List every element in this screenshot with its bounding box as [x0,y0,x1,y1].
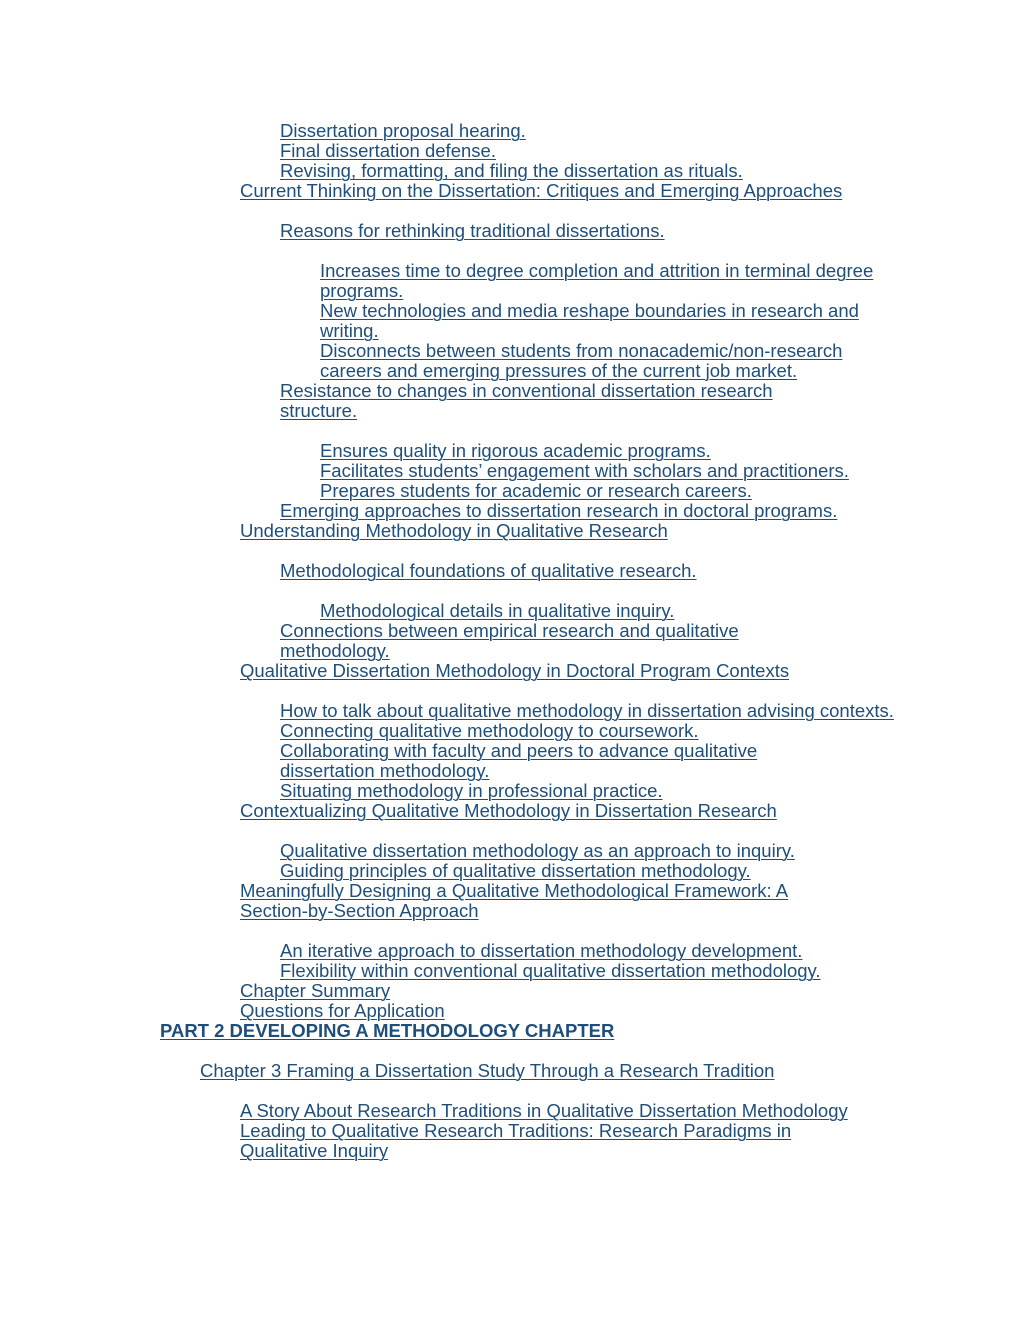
toc-chapter-link[interactable]: Chapter 3 Framing a Dissertation Study Through a Research Tradition [200,1060,775,1081]
toc-section-link[interactable]: Chapter Summary [240,980,391,1001]
toc-link[interactable]: Prepares students for academic or research careers. [320,480,752,501]
toc-section-link[interactable]: Current Thinking on the Dissertation: Critiques and Emerging Approaches [240,180,843,201]
toc-link[interactable]: Resistance to changes in conventional dissertation research structure. [280,380,773,421]
spacer [0,241,1020,261]
toc-link[interactable]: Methodological details in qualitative inquiry. [320,600,675,621]
spacer [0,921,1020,941]
toc-link[interactable]: How to talk about qualitative methodology in dissertation advising contexts. [280,700,894,721]
toc-link[interactable]: Connecting qualitative methodology to coursework. [280,720,699,741]
toc-link[interactable]: Ensures quality in rigorous academic programs. [320,440,711,461]
toc-link[interactable]: Reasons for rethinking traditional dissertations. [280,220,665,241]
toc-section-link[interactable]: Qualitative Dissertation Methodology in Doctoral Program Contexts [240,660,790,681]
toc-link[interactable]: Situating methodology in professional practice. [280,780,663,801]
spacer [0,1081,1020,1101]
toc-link[interactable]: Emerging approaches to dissertation research in doctoral programs. [280,500,838,521]
toc-section-link[interactable]: A Story About Research Traditions in Qualitative Dissertation Methodology [240,1100,848,1121]
toc-section-link[interactable]: Contextualizing Qualitative Methodology in Dissertation Research [240,800,777,821]
spacer [0,421,1020,441]
spacer [0,821,1020,841]
table-of-contents [0,121,1020,1161]
toc-section-link[interactable]: Meaningfully Designing a Qualitative Methodological Framework: A Section-by-Section Approach [240,880,789,921]
toc-link[interactable]: New technologies and media reshape boundaries in research and writing. [320,300,859,341]
toc-link[interactable]: Disconnects between students from nonacademic/non-research careers and emerging pressures of the current job market. [320,340,843,381]
toc-link[interactable]: Collaborating with faculty and peers to advance qualitative dissertation methodology. [280,740,758,781]
toc-link[interactable]: Dissertation proposal hearing. [280,120,526,141]
toc-link[interactable]: Facilitates students’ engagement with scholars and practitioners. [320,460,849,481]
spacer [0,541,1020,561]
toc-link[interactable]: Revising, formatting, and filing the dissertation as rituals. [280,160,743,181]
spacer [0,1041,1020,1061]
spacer [0,581,1020,601]
spacer [0,201,1020,221]
toc-link[interactable]: Connections between empirical research and qualitative methodology. [280,620,739,661]
toc-part-link[interactable]: PART 2 DEVELOPING A METHODOLOGY CHAPTER [160,1020,615,1041]
toc-link[interactable]: Increases time to degree completion and attrition in terminal degree programs. [320,260,874,301]
toc-link[interactable]: Flexibility within conventional qualitative dissertation methodology. [280,960,821,981]
toc-section-link[interactable]: Leading to Qualitative Research Traditions: Research Paradigms in Qualitative Inquiry [240,1120,792,1161]
spacer [0,681,1020,701]
toc-section-link[interactable]: Understanding Methodology in Qualitative Research [240,520,668,541]
toc-link[interactable]: Qualitative dissertation methodology as an approach to inquiry. [280,840,795,861]
toc-link[interactable]: Final dissertation defense. [280,140,496,161]
toc-link[interactable]: Methodological foundations of qualitative research. [280,560,697,581]
toc-section-link[interactable]: Questions for Application [240,1000,445,1021]
toc-link[interactable]: An iterative approach to dissertation methodology development. [280,940,803,961]
toc-link[interactable]: Guiding principles of qualitative dissertation methodology. [280,860,751,881]
